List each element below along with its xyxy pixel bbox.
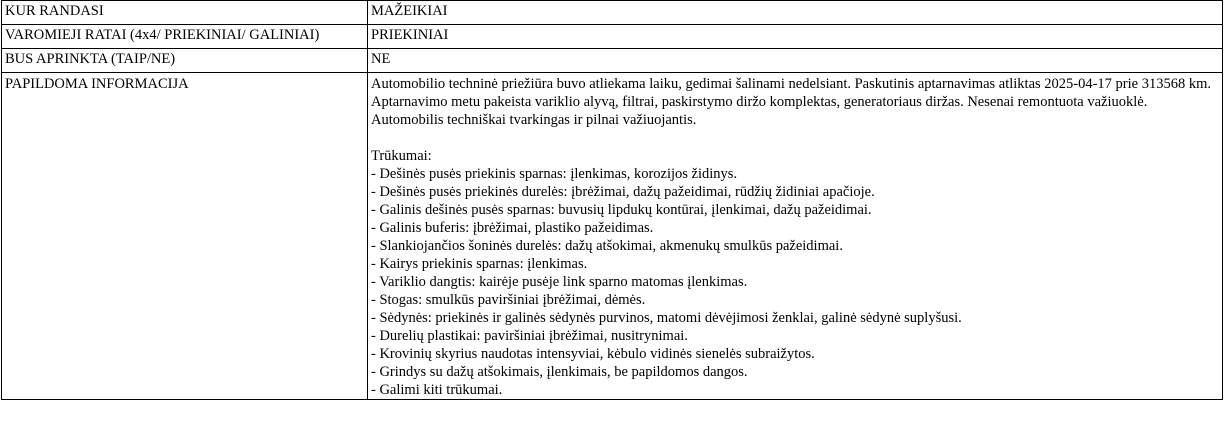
defect-item: - Sėdynės: priekinės ir galinės sėdynės purvinos, matomi dėvėjimosi ženklai, galinė sėdynė suplyšusi.	[371, 310, 962, 326]
paragraph-gap	[371, 129, 1219, 147]
drive-wheels-label: VAROMIEJI RATAI (4x4/ PRIEKINIAI/ GALINIAI)	[2, 25, 368, 49]
defect-item: - Dešinės pusės priekinis sparnas: įlenkimas, korozijos židinys.	[371, 166, 738, 182]
selected-value: NE	[368, 49, 1223, 73]
location-label: KUR RANDASI	[2, 1, 368, 25]
defect-item: - Galimi kiti trūkumai.	[371, 382, 503, 398]
defect-item: - Grindys su dažų atšokimais, įlenkimais, be papildomos dangos.	[371, 364, 748, 380]
defect-item: - Galinis dešinės pusės sparnas: buvusių lipdukų kontūrai, įlenkimai, dažų pažeidimai.	[371, 202, 872, 218]
defect-item: - Variklio dangtis: kairėje pusėje link sparno matomas įlenkimas.	[371, 274, 748, 290]
table-row-drive-wheels	[2, 25, 1223, 49]
table-row-location	[2, 1, 1223, 25]
additional-info-label: PAPILDOMA INFORMACIJA	[2, 73, 368, 400]
location-value: MAŽEIKIAI	[368, 1, 1223, 25]
defect-item: - Galinis buferis: įbrėžimai, plastiko pažeidimas.	[371, 220, 654, 236]
selected-label: BUS APRINKTA (TAIP/NE)	[2, 49, 368, 73]
defect-item: - Durelių plastikai: paviršiniai įbrėžimai, nusitrynimai.	[371, 328, 688, 344]
service-description: Automobilio techninė priežiūra buvo atliekama laiku, gedimai šalinami nedelsiant. Paskutinis aptarnavimas atliktas 2025-04-17 prie 313568 km. Aptarnavimo metu pakeista variklio alyvą, filtrai, paskirstymo diržo komplektas, generatoriaus diržas. Nesenai remontuota važiuoklė. Automobilis techniškai tvarkingas ir pilnai važiuojantis.	[371, 76, 1212, 128]
defect-item: - Dešinės pusės priekinės durelės: įbrėžimai, dažų pažeidimai, rūdžių židiniai apačioje.	[371, 184, 875, 200]
defect-item: - Stogas: smulkūs paviršiniai įbrėžimai, dėmės.	[371, 292, 646, 308]
additional-info-value	[368, 73, 1223, 400]
drive-wheels-value: PRIEKINIAI	[368, 25, 1223, 49]
defect-item: - Kairys priekinis sparnas: įlenkimas.	[371, 256, 588, 272]
vehicle-info-table	[1, 0, 1223, 400]
table-row-selected	[2, 49, 1223, 73]
table-row-additional-info	[2, 73, 1223, 400]
defect-item: - Slankiojančios šoninės durelės: dažų atšokimai, akmenukų smulkūs pažeidimai.	[371, 238, 843, 254]
defects-list	[371, 165, 1219, 399]
defect-item: - Krovinių skyrius naudotas intensyviai, kėbulo vidinės sienelės subraižytos.	[371, 346, 815, 362]
defects-title: Trūkumai:	[371, 148, 432, 164]
